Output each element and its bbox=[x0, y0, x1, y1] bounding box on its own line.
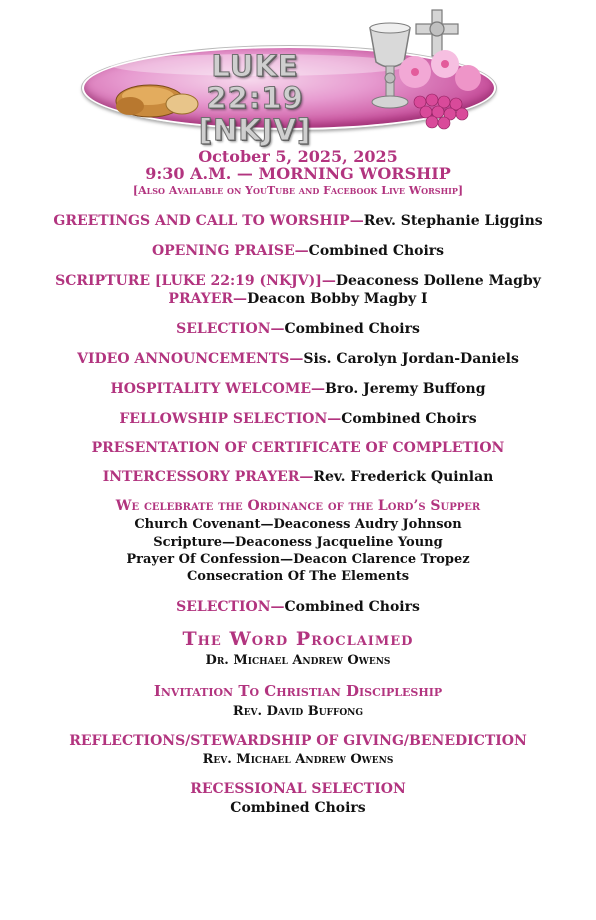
ordinance-item: Consecration Of The Elements bbox=[186, 569, 410, 584]
prayer-label: PRAYER— bbox=[168, 291, 248, 307]
service-time: 9:30 A.M. — MORNING WORSHIP bbox=[145, 164, 451, 183]
selection-label-2: SELECTION— bbox=[176, 599, 285, 615]
fellowship-label: FELLOWSHIP SELECTION— bbox=[119, 411, 342, 427]
ordinance-item: Church Covenant—Deaconess Audry Johnson bbox=[134, 517, 462, 532]
selection-line-1 bbox=[0, 321, 596, 337]
invitation-speaker: Rev. David Buffong bbox=[232, 704, 364, 719]
prayer-line bbox=[0, 291, 596, 307]
hospitality-line bbox=[0, 381, 596, 397]
header-banner bbox=[70, 6, 520, 147]
fellowship-name: Combined Choirs bbox=[341, 411, 477, 427]
verse-title bbox=[160, 50, 350, 146]
verse-line-2: [NKJV] bbox=[198, 113, 312, 147]
fellowship-line bbox=[0, 411, 596, 427]
greetings-label: GREETINGS AND CALL TO WORSHIP— bbox=[53, 213, 364, 229]
intercessory-label: INTERCESSORY PRAYER— bbox=[102, 469, 314, 485]
verse-line-1: LUKE 22:19 bbox=[206, 49, 304, 115]
greetings-name: Rev. Stephanie Liggins bbox=[363, 213, 543, 229]
ordinance-item: Scripture—Deaconess Jacqueline Young bbox=[153, 535, 443, 550]
ordinance-item: Prayer Of Confession—Deacon Clarence Tropez bbox=[126, 552, 470, 567]
word-speaker: Dr. Michael Andrew Owens bbox=[205, 653, 391, 668]
certificate-line: PRESENTATION OF CERTIFICATE OF COMPLETION bbox=[91, 440, 505, 456]
hospitality-label: HOSPITALITY WELCOME— bbox=[110, 381, 326, 397]
selection-label-1: SELECTION— bbox=[176, 321, 285, 337]
reflections-title: REFLECTIONS/STEWARDSHIP OF GIVING/BENEDICTION bbox=[69, 733, 527, 749]
selection-line-2 bbox=[0, 599, 596, 615]
opening-praise-line bbox=[0, 243, 596, 259]
selection-name-2: Combined Choirs bbox=[284, 599, 420, 615]
recessional-title: RECESSIONAL SELECTION bbox=[190, 781, 406, 797]
intercessory-name: Rev. Frederick Quinlan bbox=[313, 469, 494, 485]
availability-note: [Also Available on YouTube and Facebook Live Worship] bbox=[132, 184, 464, 197]
greetings-line bbox=[0, 213, 596, 229]
intercessory-line bbox=[0, 469, 596, 485]
hospitality-name: Bro. Jeremy Buffong bbox=[325, 381, 486, 397]
scripture-label: SCRIPTURE [LUKE 22:19 (NKJV)]— bbox=[55, 273, 336, 289]
prayer-name: Deacon Bobby Magby I bbox=[247, 291, 428, 307]
invitation-title: Invitation To Christian Discipleship bbox=[153, 682, 443, 700]
opening-praise-name: Combined Choirs bbox=[308, 243, 445, 259]
recessional-performer: Combined Choirs bbox=[230, 800, 366, 816]
scripture-name: Deaconess Dollene Magby bbox=[335, 273, 541, 289]
video-announcements-name: Sis. Carolyn Jordan-Daniels bbox=[303, 351, 519, 367]
selection-name-1: Combined Choirs bbox=[284, 321, 420, 337]
ordinance-title: We celebrate the Ordinance of the Lord’s Supper bbox=[115, 498, 481, 514]
service-date: October 5, 2025, 2025 bbox=[198, 147, 398, 166]
word-title: The Word Proclaimed bbox=[182, 628, 414, 650]
video-announcements-line bbox=[0, 351, 596, 367]
video-announcements-label: VIDEO ANNOUNCEMENTS— bbox=[77, 351, 304, 367]
reflections-speaker: Rev. Michael Andrew Owens bbox=[202, 752, 394, 767]
opening-praise-label: OPENING PRAISE— bbox=[151, 243, 309, 259]
scripture-line bbox=[0, 273, 596, 289]
